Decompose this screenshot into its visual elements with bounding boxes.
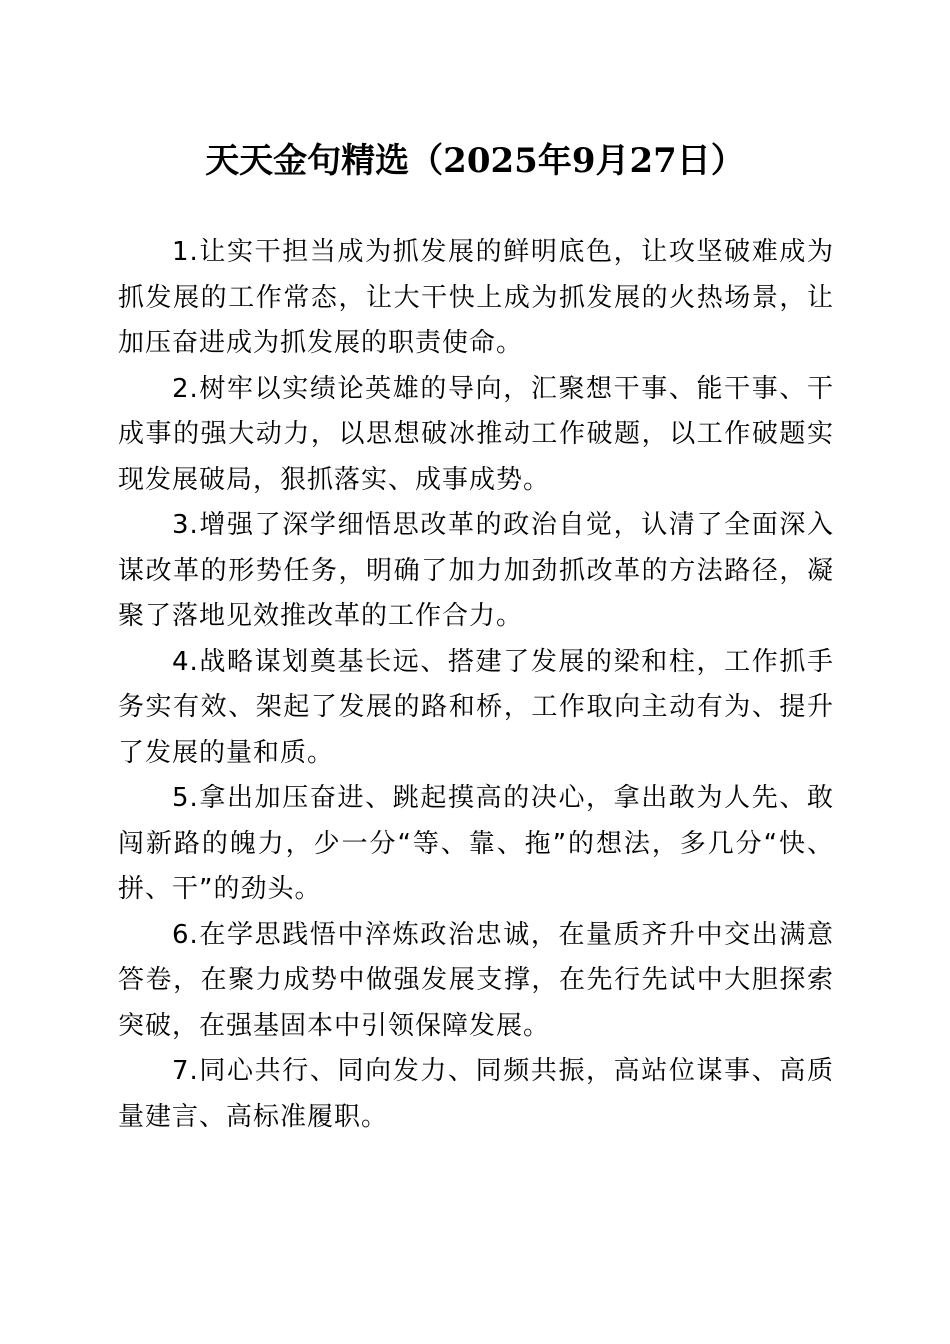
paragraph-4: 4.战略谋划奠基长远、搭建了发展的梁和柱，工作抓手务实有效、架起了发展的路和桥，工作取向主动有为、提升了发展的量和质。 [118, 646, 834, 768]
document-title: 天天金句精选（2025年9月27日） [205, 141, 745, 181]
paragraph-6: 6.在学思践悟中淬炼政治忠诚，在量质齐升中交出满意答卷，在聚力成势中做强发展支撑，在先行先试中大胆探索突破，在强基固本中引领保障发展。 [118, 919, 834, 1041]
paragraph-2: 2.树牢以实绩论英雄的导向，汇聚想干事、能干事、干成事的强大动力，以思想破冰推动工作破题，以工作破题实现发展破局，狠抓落实、成事成势。 [118, 373, 834, 495]
paragraph-7: 7.同心共行、同向发力、同频共振，高站位谋事、高质量建言、高标准履职。 [118, 1056, 834, 1132]
document-body [118, 230, 834, 1140]
paragraph-1: 1.让实干担当成为抓发展的鲜明底色，让攻坚破难成为抓发展的工作常态，让大干快上成为抓发展的火热场景，让加压奋进成为抓发展的职责使命。 [118, 237, 834, 358]
paragraph-3: 3.增强了深学细悟思改革的政治自觉，认清了全面深入谋改革的形势任务，明确了加力加劲抓改革的方法路径，凝聚了落地见效推改革的工作合力。 [118, 510, 834, 631]
paragraph-5: 5.拿出加压奋进、跳起摸高的决心，拿出敢为人先、敢闯新路的魄力，少一分“等、靠、拖”的想法，多几分“快、拼、干”的劲头。 [118, 783, 834, 904]
